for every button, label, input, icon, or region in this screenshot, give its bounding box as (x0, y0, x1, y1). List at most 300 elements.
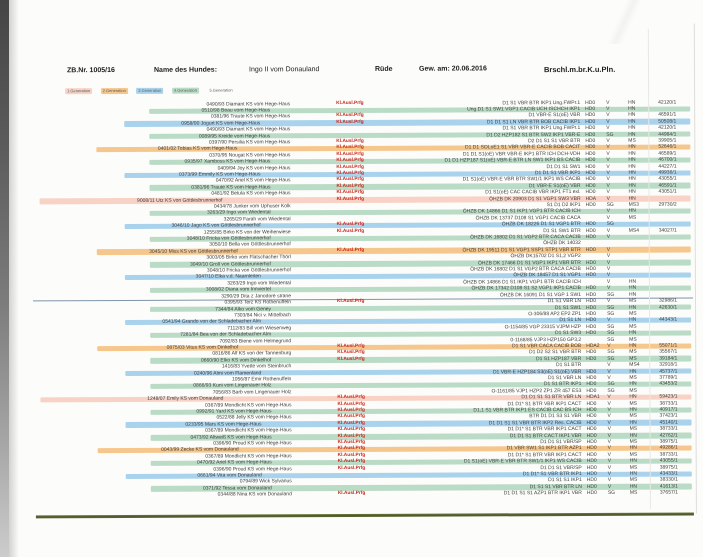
hd-grade: HD0 (585, 233, 596, 241)
club-code: HN (629, 368, 637, 375)
kl-ausl-prfg-mark: Kl.Ausl.Prfg (337, 427, 366, 433)
club-code: MS (629, 490, 638, 497)
kl-ausl-prfg-mark: Kl.Ausl.Prfg (336, 177, 364, 183)
hd-grade: HD0 (586, 323, 597, 330)
titles-and-trial-results: D1 VBR-E S1(oE) VBR (528, 112, 581, 119)
dog-registration-name: 3049/10 Groll von Göttlesbrunnerhof (189, 261, 271, 268)
hd-grade: HD0 (586, 330, 597, 337)
dog-registration-name: 0395/93 Terz KS Rothenuffeln (224, 299, 292, 306)
dog-registration-name: 0490/93 Diamant KS vom Hege-Haus (206, 126, 291, 133)
conformation-rating: V (606, 227, 611, 234)
conformation-rating: SG (606, 131, 614, 138)
conformation-rating: V (606, 182, 610, 189)
conformation-rating: V (607, 419, 611, 426)
registry-number: 42120/1 (658, 124, 677, 131)
titles-and-trial-results: D1 D1* S1 VBR BTR IKP1 (522, 471, 582, 478)
conformation-rating: V (607, 445, 612, 452)
registry-number: 38975/1 (659, 464, 678, 471)
kl-ausl-prfg-mark: Kl.Ausl.Prfg (337, 401, 365, 407)
dog-registration-name: 0875/03 Vitus KS vom Dinkelhof (166, 344, 239, 351)
conformation-rating: V (607, 374, 611, 381)
conformation-rating: V (606, 163, 610, 170)
club-code: HN (628, 131, 636, 138)
dog-registration-name: 0043/99 Zecke KS vom Donauland (161, 446, 239, 454)
registry-number: 37789/1 (659, 374, 678, 381)
legend-generation-3: 3.Generation (136, 88, 163, 94)
dog-registration-name: 0490/93 Diamant KS vom Hege-Haus (206, 100, 291, 108)
titles-and-trial-results: D1 S1 VBR BTR IKP1 Ung.FWPr.1 (502, 125, 581, 132)
club-code: MS (629, 400, 637, 407)
dog-registration-name: 3047/10 Elka v.d. Naarnleiten (195, 273, 261, 281)
titles-and-trial-results: D1 S1(oE) VBR-E VBR BTR SW1/1 IKP1 WS CACIB (463, 458, 582, 465)
conformation-rating: V (606, 157, 610, 164)
conformation-rating: V (606, 144, 610, 151)
club-code: MS (629, 310, 637, 317)
club-code: MS (629, 374, 637, 381)
hd-grade: HD0 (586, 304, 597, 311)
hd-grade: HD0 (586, 349, 597, 356)
conformation-rating: SG (607, 304, 615, 311)
club-code: MS (629, 477, 638, 484)
conformation-rating: V (606, 272, 611, 279)
hd-grade: HD0 (586, 477, 597, 484)
dog-registration-name: 0397/90 Persilia KS vom Hege-Haus (208, 139, 291, 146)
registry-number: 38733/1 (659, 400, 678, 407)
club-code: HN (629, 317, 637, 324)
titles-and-trial-results: BTR D1 D1 S3 S1 VBR (529, 413, 582, 420)
kl-ausl-prfg-mark: Kl.Ausl.Prfg (336, 183, 364, 189)
kl-ausl-prfg-mark: Kl.Ausl.Prfg (337, 407, 365, 414)
club-code: MS (628, 214, 637, 221)
titles-and-trial-results: ÖHZB DK 13737 D108 S1 VGP1 CACIB CACA (475, 214, 581, 222)
birthdate-value: Gew. am: 20.06.2016 (418, 65, 487, 73)
dog-registration-name: 0866/93 Kuni vom Lingenauer Holz (193, 382, 272, 390)
hd-grade: HD0 (585, 150, 596, 157)
conformation-rating: SG (607, 329, 615, 337)
titles-and-trial-results: D1 D1 S1 S1 AZP1 BTR IKP1 VBR (503, 490, 582, 497)
club-code: MS3 (628, 201, 639, 208)
conformation-rating: V (607, 342, 611, 349)
dog-registration-name: 0381/96 Traute KS vom Hege-Haus (210, 113, 291, 120)
titles-and-trial-results: D1 D1 S1 SW1 (546, 163, 581, 170)
club-code: MS (629, 451, 638, 458)
hd-grade: HD0 (586, 317, 597, 324)
studbook-number: ZB.Nr. 1005/16 (66, 67, 115, 75)
registry-number: 39905/1 (658, 137, 677, 144)
club-code: MS (629, 355, 637, 362)
dog-registration-name: 0510/98 Beau vom Hege-Haus (201, 107, 271, 114)
club-code: MS (629, 425, 638, 433)
club-code: HN (629, 470, 638, 477)
registry-number: 42762/1 (659, 432, 678, 439)
dog-registration-name: 0367/89 Mondlicht KS vom Hege-Haus (205, 427, 292, 434)
kl-ausl-prfg-mark: Kl.Ausl.Prfg (337, 343, 365, 349)
dog-registration-name: 3265/29 Farah vom Wiedental (223, 216, 291, 223)
dog-registration-name: 0371/92 Tessa vom Donauland (202, 485, 272, 492)
hd-grade: HD0 (585, 285, 596, 292)
dog-registration-name: 0396/90 Proud KS vom Hege-Haus (213, 465, 292, 473)
hd-grade: HD0 (585, 118, 596, 125)
conformation-rating: SG (607, 323, 615, 330)
generation-legend (65, 87, 239, 96)
club-code: HN (629, 432, 637, 439)
titles-and-trial-results: D1 S1 VBR BTR IKP1 Ung.FWPr.1 (502, 99, 581, 106)
club-code: MS (628, 297, 637, 304)
conformation-rating: V (607, 317, 611, 324)
registry-number: 38733/1 (659, 425, 678, 432)
conformation-rating: V (606, 99, 610, 106)
club-code: HN (628, 278, 637, 285)
conformation-rating: SG (607, 336, 615, 343)
kl-ausl-prfg-mark: Kl.Ausl.Prfg (337, 395, 365, 401)
hd-grade: HD0 (585, 112, 596, 119)
club-code: HN (629, 445, 637, 452)
conformation-rating: V (606, 105, 610, 112)
hd-grade: HD0 (586, 387, 597, 394)
hd-grade: HD0 (585, 189, 596, 196)
club-code: HN (628, 124, 636, 131)
kl-ausl-prfg-mark: Kl.Ausl.Prfg (336, 196, 365, 202)
titles-and-trial-results: D1 S1 S1 IKP1 (548, 477, 582, 484)
registry-number: 43453/2 (659, 380, 678, 388)
registry-number: 44984/1 (658, 131, 677, 138)
legend-generation-2: 2.Generation (101, 88, 128, 94)
titles-and-trial-results: S1 D1 D2 IKP1 (546, 201, 581, 209)
titles-and-trial-results: D1 D1 S1 S1 BTR VBR LN (521, 394, 582, 401)
kl-ausl-prfg-mark: Kl.Ausl.Prfg (337, 452, 366, 458)
titles-and-trial-results: D1 D1* S1 BTR VBR IKP1 CACT (507, 426, 582, 433)
registry-number: 59423/1 (659, 393, 678, 400)
registry-number: 43055/1 (658, 175, 677, 183)
kl-ausl-prfg-mark: Kl.Ausl.Prfg (337, 439, 366, 446)
hd-grade: HD0 (586, 355, 597, 362)
hd-grade: HD0 (586, 445, 597, 452)
registry-number: 40917/1 (659, 406, 678, 413)
hd-grade: HD0 (585, 265, 596, 273)
kl-ausl-prfg-mark: Kl.Ausl.Prfg (337, 491, 366, 497)
titles-and-trial-results: D1 D1 S1 VBR/SP (540, 464, 582, 471)
hd-grade: HD0 (586, 426, 597, 433)
conformation-rating: SG (607, 490, 616, 497)
kl-ausl-prfg-mark: Kl.Ausl.Prfg (336, 158, 364, 164)
registry-number: 49286/1 (659, 445, 678, 452)
scanner-edge-strip (0, 0, 9, 557)
titles-and-trial-results: ÖHZB DK15702 D1 S1,2 VGP2 (510, 253, 581, 260)
club-code: MS (628, 137, 636, 144)
dog-registration-name: 0089/95 Kreide vom Hege-Haus (198, 132, 271, 140)
conformation-rating: V (606, 124, 610, 132)
conformation-rating: V (607, 394, 611, 401)
hd-grade: HD0 (586, 490, 597, 497)
kl-ausl-prfg-mark: Kl.Ausl.Prfg (337, 465, 366, 471)
dog-registration-name: 1056/87 Emir Rothenuffeln (231, 376, 292, 383)
titles-and-trial-results: D1 D1* S1 BTR VBR IKP1 CACT (507, 400, 582, 407)
conformation-rating: V (606, 278, 611, 285)
dog-registration-name: 0381/96 Traute KS vom Hege-Haus (191, 184, 271, 191)
kl-ausl-prfg-mark: Kl.Ausl.Prfg (337, 446, 366, 452)
titles-and-trial-results: D1 D1 S1 S1 VBR BTR IKP2 Res. CACIB (488, 419, 582, 427)
legend-generation-4: 4.Generation (172, 88, 199, 94)
dog-registration-name: 0373/99 Emmily KS vom Hege-Haus (179, 171, 261, 178)
registry-number: 37657/1 (659, 489, 678, 496)
titles-and-trial-results: D1 D2 HZP182 S1 BTR SW2 IKP1 VBR-E (486, 131, 581, 138)
titles-and-trial-results: D1 D1 S1 BTR CACT IKP1 VBR (509, 432, 582, 439)
dog-registration-name: 0473/92 Altweiß KS vom Hege-Haus (190, 433, 272, 441)
registry-number: 32986/1 (658, 297, 678, 304)
titles-and-trial-results: D1 S1 LN (559, 317, 582, 324)
legend-generation-1: 1.Generation (65, 88, 92, 94)
kl-ausl-prfg-mark: Kl.Ausl.Prfg (336, 145, 364, 151)
conformation-rating: V (607, 464, 612, 471)
form-bottom-bar (36, 512, 694, 518)
club-code: HN (628, 188, 636, 195)
titles-and-trial-results: D1 S1 VBR CACA CACIB BOB (511, 342, 582, 350)
dog-registration-name: 7092/83 Biene vom Helmegrund (219, 337, 292, 345)
hd-grade: HD0 (586, 464, 597, 471)
dog-registration-name: 0660/90 Elko KS vom Dinkelhof (200, 357, 272, 364)
dog-registration-name: 0367/89 Mondlicht KS vom Hege-Haus (205, 453, 292, 460)
dog-registration-name: 9008/11 Utz KS von Göttlesbrunnerhof (137, 197, 223, 204)
hd-grade: HD0 (586, 419, 597, 426)
conformation-rating: V (607, 483, 612, 490)
conformation-rating: V (606, 195, 610, 202)
club-code: HN (628, 182, 636, 189)
club-code: HN (628, 150, 636, 157)
club-code: MS (629, 349, 637, 356)
conformation-rating: SG (606, 201, 614, 208)
club-code: MS (629, 323, 637, 330)
paper-crease-top (595, 0, 655, 44)
dog-registration-name: 0233/95 Mars KS vom Hege-Haus (185, 421, 262, 428)
club-code: MS4 (628, 227, 639, 234)
conformation-rating: V (606, 118, 610, 125)
titles-and-trial-results: D1 VBR-E S1(oE) VBR (528, 182, 581, 189)
club-code: HN (629, 483, 638, 490)
club-code: MS (629, 387, 637, 394)
titles-and-trial-results: D1 D2 S2 S1 VBR BTR (528, 349, 582, 356)
hd-grade: HD0 (586, 381, 597, 388)
hd-grade: HD0 (585, 201, 596, 208)
conformation-rating: V (606, 285, 611, 292)
pedigree-table (34, 99, 694, 501)
conformation-rating: V (606, 265, 611, 272)
dog-registration-name: 0992/91 Yard KS vom Hege-Haus (196, 408, 272, 415)
titles-and-trial-results: ÖHZB DK 17466 D1 S1 VGP1 IKP1 VBR BTR (477, 259, 581, 267)
kl-ausl-prfg-mark: Kl.Ausl.Prfg (336, 170, 364, 177)
registry-number: 43055/1 (659, 457, 678, 464)
titles-and-trial-results: D1 D1 HZP187 S1(oE) VBR-E BTR LN SW1 IKP1 BS CACIB (444, 157, 581, 164)
dog-registration-name: 7344/84 Alko vom Geney (215, 305, 272, 313)
conformation-rating: V (607, 432, 611, 439)
registry-number: 38330/1 (659, 477, 678, 484)
titles-and-trial-results: ÖHZB DK 18226 D1 S1 VGP1 BTR (501, 221, 581, 228)
registry-number: 46591/1 (658, 182, 677, 189)
titles-and-trial-results: ÖHZB DK 14866 D1 S1 IKP1 VGP1 BTR CACIB ICH (463, 278, 581, 286)
conformation-rating: V (606, 233, 611, 240)
club-code: HN (628, 169, 636, 176)
dog-registration-name: 3290/29 Dita z Janodorè strane (221, 292, 291, 300)
club-code: HN (628, 163, 636, 170)
hd-grade: HD0 (586, 406, 597, 413)
titles-and-trial-results: D1 S1 SW1 BTR (543, 227, 581, 234)
club-code: HN (629, 393, 637, 400)
club-code: HN (628, 112, 636, 119)
registry-number: 43051/1 (658, 188, 677, 195)
conformation-rating: SG (607, 355, 615, 362)
club-code: HN (629, 342, 637, 349)
hd-grade: HD0 (585, 105, 596, 112)
registry-number: 44227/1 (658, 163, 677, 170)
club-code: HN (628, 291, 637, 298)
hd-grade: HDA2 (586, 342, 600, 349)
conformation-rating: V (607, 362, 611, 369)
hd-grade: HD0 (585, 163, 596, 170)
hd-grade: HD0 (585, 298, 597, 305)
paper-edge-shadow (694, 23, 697, 513)
dog-registration-name: 3263/29 Ingo vom Wiedental (227, 280, 291, 287)
conformation-rating: V (606, 246, 611, 253)
titles-and-trial-results: ÖHZB DK 16091 D1 S1 VGP 1 SW1 (499, 291, 581, 299)
hd-grade: HD0 (585, 137, 596, 144)
registry-number: 52646/1 (658, 143, 677, 150)
dog-registration-name: 3008/02 Diana vom Innviertel (205, 286, 271, 293)
registry-number: 46591/1 (658, 111, 677, 118)
conformation-rating: SG (607, 387, 615, 394)
kl-ausl-prfg-mark: Kl.Ausl.Prfg (336, 228, 365, 234)
conformation-rating: V (606, 189, 610, 196)
hd-grade: HD0 (585, 125, 596, 132)
dog-registration-name: 0409/94 Joy KS vom Hege-Haus (217, 164, 291, 172)
dog-registration-name: 1255/85 Birko KS von der Weiherwiese (203, 228, 291, 236)
titles-and-trial-results: D2 D1 S1 S1 VBR BTR (528, 137, 581, 145)
sex-value: Rüde (374, 65, 393, 73)
registry-number: 45140/1 (659, 419, 678, 426)
kl-ausl-prfg-mark: Kl.Ausl.Prfg (336, 247, 365, 253)
titles-and-trial-results: D1 S1 SW1 (554, 304, 582, 311)
club-code: HN (628, 176, 636, 183)
hd-grade: HD0 (585, 99, 596, 106)
hd-grade: HD0 (586, 374, 597, 381)
conformation-rating: V (606, 150, 610, 157)
conformation-rating: SG (607, 349, 615, 356)
club-code: HN (628, 144, 636, 151)
kl-ausl-prfg-mark: Kl.Ausl.Prfg (336, 190, 364, 196)
registry-number: 38975/1 (659, 438, 678, 445)
dog-registration-name: 0816/86 Alf KS von der Tannenburg (212, 350, 292, 357)
conformation-rating: V (607, 406, 611, 413)
registry-number: 46700/1 (658, 156, 677, 163)
hd-grade: HD0 (585, 182, 596, 189)
conformation-rating: V (607, 477, 612, 484)
club-code: HN (629, 419, 637, 426)
conformation-rating: V (607, 368, 611, 375)
dog-name-label: Name des Hundes: (153, 66, 218, 74)
scan-edge-shade (9, 0, 19, 557)
club-code: HN (629, 304, 637, 311)
conformation-rating: V (606, 176, 610, 183)
dog-registration-name: 0434/78 Junker vom Uphuser Kolk (213, 203, 291, 210)
titles-and-trial-results: Ung.D1 S1 SW1 VGP1 CACIB UCH ISCHCH IKP1 (467, 105, 581, 113)
coat-code: Brschl.m.br.K.u.Pln. (543, 64, 616, 75)
registry-number: 46589/1 (658, 150, 677, 157)
dog-registration-name: 3050/10 Bella von Göttlesbrunnerhof (209, 241, 291, 249)
hd-grade: HD0 (586, 432, 597, 439)
club-code: HN (628, 99, 636, 106)
registry-number: 42630/1 (659, 304, 678, 311)
legend-generation-5: 5.Generation (209, 87, 233, 93)
conformation-rating: V (606, 169, 610, 176)
hd-grade: HD0 (586, 310, 597, 317)
hd-grade: HD0 (586, 451, 597, 458)
dog-registration-name: 0958/00 Jogurt KS vom Hege-Haus (181, 120, 261, 127)
registry-number: 55071/1 (659, 342, 678, 349)
registry-number: 29730/2 (658, 201, 677, 208)
titles-and-trial-results: ÖHZB DK 16802 D1 S1 VGP2 BTR CACA CACIB (470, 266, 581, 273)
dog-registration-name: 0367/89 Mondlicht KS vom Hege-Haus (205, 401, 292, 409)
dog-registration-name: 3045/10 Miss KS von Göttlesbrunnerhof (149, 248, 238, 255)
titles-and-trial-results: ÖHZB DK 14866 D1 S1 IKP1 VGP1 BTR CACIB ICH (462, 208, 581, 215)
titles-and-trial-results: D1 D1 SOLoE1 S1 VBR VBR-E CACIB BOB CACIT (464, 144, 581, 151)
conformation-rating: V (607, 470, 612, 477)
titles-and-trial-results: D1 S1 HZP187 VBR (535, 355, 582, 362)
titles-and-trial-results: ÖHZB DK 20903 D1 S1 VGP1 SW3 VBR (489, 195, 581, 202)
hd-grade: HD0 (585, 259, 596, 266)
conformation-rating: V (606, 259, 611, 266)
dog-registration-name: 0522/88 Jelly KS vom Hege-Haus (216, 414, 292, 421)
club-code: MS (629, 413, 638, 420)
conformation-rating: V (607, 400, 611, 407)
club-code: HN (628, 208, 636, 215)
kl-ausl-prfg-mark: Kl.Ausl.Prfg (336, 119, 364, 125)
dog-registration-name: 0481/92 Betula KS vom Hege-Haus (211, 190, 291, 197)
hd-grade: HD0 (586, 438, 597, 446)
conformation-rating: V (606, 137, 610, 144)
titles-and-trial-results: O-306/88 AP2 EP2 ZP1 (528, 310, 582, 318)
kl-ausl-prfg-mark: Kl.Ausl.Prfg (336, 299, 365, 305)
dog-registration-name: 3048/10 Fricka von Göttlesbrunnerhof (186, 235, 271, 242)
dog-registration-name: 3046/10 Jago KS von Göttlesbrunnerhof (171, 222, 261, 229)
titles-and-trial-results: D1 S1(oE) CAC CACIB VBR IKP1 FT1 exl. (485, 189, 581, 196)
conformation-rating: SG (607, 310, 615, 317)
hd-grade: HD0 (585, 144, 596, 151)
titles-and-trial-results: D1 S1 SW3 (555, 330, 582, 337)
hd-grade: HD0 (585, 176, 596, 183)
dog-registration-name: 0240/96 Almi vom Flamenland (194, 369, 262, 377)
hd-grade: HD0 (585, 221, 596, 228)
titles-and-trial-results: D1 D1* S1 BTR VBR IKP1 CACT (507, 451, 582, 459)
registry-number: 44343/1 (659, 316, 678, 323)
conformation-rating: V (607, 426, 611, 433)
dog-registration-name: 0935/97 Xamboss KS vom Hege-Haus (184, 158, 271, 165)
conformation-rating: V (606, 253, 611, 260)
titles-and-trial-results: ÖHZB DK 16802 D1 S1 VGP2 BTR CACA CACIB (470, 234, 581, 241)
kl-ausl-prfg-mark: Kl.Ausl.Prfg (337, 420, 366, 426)
club-code: HN (628, 118, 636, 125)
club-code: MS (629, 438, 638, 445)
kl-ausl-prfg-mark: Kl.Ausl.Prfg (337, 356, 365, 362)
dog-registration-name: 0470/92 Ariel KS vom Hege-Haus (196, 459, 272, 466)
club-code: HN (628, 156, 636, 163)
dog-registration-name: 0470/92 Ariel KS vom Hege-Haus (215, 177, 291, 184)
titles-and-trial-results: D1 S1 VBR LN (547, 374, 582, 382)
conformation-rating: V (606, 297, 611, 304)
titles-and-trial-results: D1 D1 S1 VBR/SP (540, 439, 582, 446)
registry-number: 39184/1 (659, 355, 678, 362)
dog-registration-name: 0344/88 Nina KS vom Donauland (217, 491, 292, 498)
dog-registration-name: 0370/95 Nougat KS vom Hege-Haus (209, 152, 291, 159)
registry-number: 34027/1 (658, 227, 677, 234)
titles-and-trial-results: ÖHZB DK 18457 D1 S1 VGP1 (513, 272, 581, 279)
